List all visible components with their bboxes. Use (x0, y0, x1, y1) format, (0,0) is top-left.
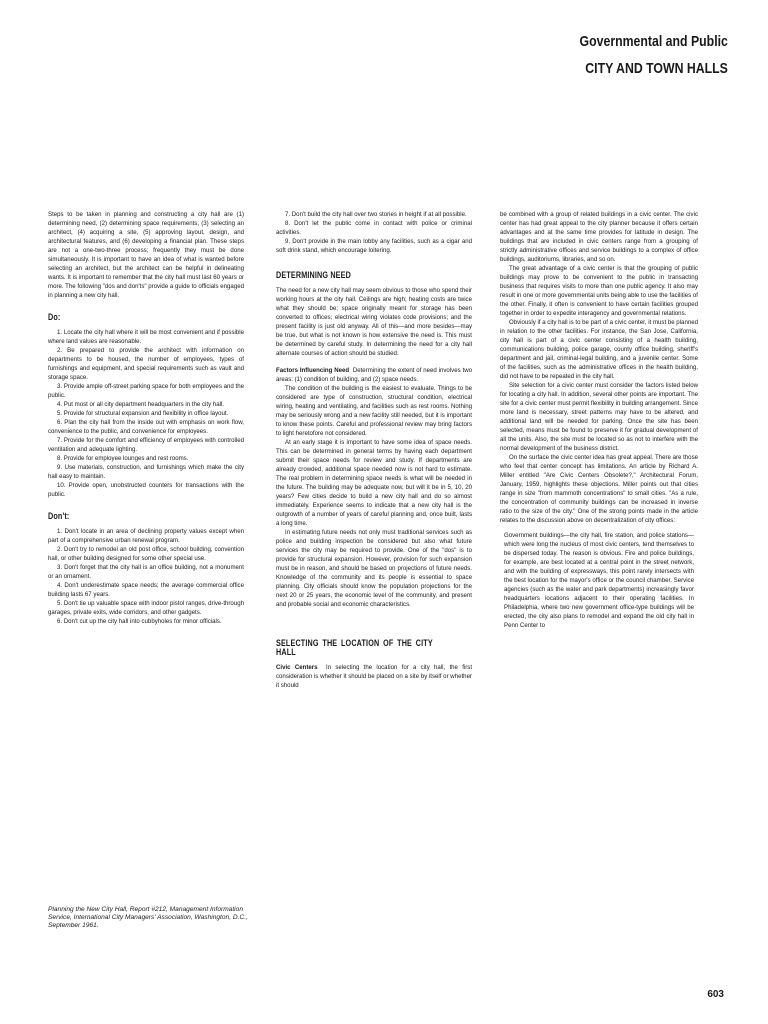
intro-paragraph: Steps to be taken in planning and constructing a city hall are (1) determining need, (2) determining space requirements, (3) selecting an architect, (4) acquiring a site, (5) approving layout, design, and architectural features, and (6) developing a financial plan. These steps are not a one-two-three process; frequently they must be done simultaneously. It is important to have an idea of what is wanted before selecting an architect, but the architect can be helpful in delineating wants. It is important to remember that the city hall must last 60 years or more. The following "dos and don'ts" provide a guide to officials engaged in planning a new city hall. (48, 211, 244, 299)
dont-list (48, 527, 244, 626)
list-item: 5. Don't tie up valuable space with indoor pistol ranges, drive-through garages, private exits, wide corridors, and other gadgets. (48, 600, 244, 616)
list-item: 9. Use materials, construction, and furnishings which make the city hall easy to maintain. (48, 464, 244, 480)
body-paragraph: Site selection for a civic center must consider the factors listed below for locating a city hall. In addition, several other points are important. The site for a civic center must permit flexibility in building arrangement. Since more land is necessary, street patterns may have to be altered, and additional land will be needed for parking. Once the site has been selected, means must be found to preserve it for gradual development of all the units. Also, the site must be located so as not to interfere with the normal development of the business district. (500, 382, 698, 452)
list-item: 7. Don't build the city hall over two stories in height if at all possible. (285, 211, 467, 218)
block-quote (500, 531, 698, 630)
body-paragraph: be combined with a group of related buildings in a civic center. The civic center has had great appeal to the city planner because it offers certain advantages and at the same time provides for latitude in design. The buildings that are included in civic centers range from a grouping of strictly administrative offices and service buildings to a complex of office buildings, auditoriums, libraries, and so on. (500, 211, 698, 263)
list-item: 10. Provide open, unobstructed counters for transactions with the public. (48, 482, 244, 498)
list-item: 1. Locate the city hall where it will be most convenient and if possible where land values are reasonable. (48, 329, 244, 345)
page-number: 603 (707, 989, 724, 1000)
column-3 (500, 210, 698, 630)
body-paragraph: At an early stage it is important to have some idea of space needs. This can be determined in general terms by having each department submit their space needs for review and study. If departments are already crowded, additional space needed now is not hard to estimate. The real problem in determining space needs is what will be needed in the future. The building may be adequate now, but will it be in 5, 10, 20 years? Few cities decide to build a new city hall and do so almost immediately. Experience seems to indicate that a new city hall is the outgrowth of a number of years of careful planning and, once built, lasts a long time. (276, 439, 472, 527)
body-text: Determining the extent of need involves two areas: (1) condition of building, and (2) space needs. (276, 367, 472, 383)
section-heading-determining-need: DETERMINING NEED (276, 270, 351, 280)
quote-text: Government buildings—the city hall, fire station, and police stations—which were long the nucleus of most civic centers, tend themselves to be dispersed today. The reason is obvious. Fire and police buildings, for example, are best located at a central point in the street network, and with the building of expressways, this point rarely intersects with the best location for the mayor's office or the council chamber. Service agencies (such as the water and park departments) increasingly favor headquarters locations adjacent to their operating facilities. In Philadelphia, where two new government office-type buildings will be erected, the city also plans to remodel and expand the old city hall in Penn Center to (504, 532, 694, 629)
section-heading-location: SELECTING THE LOCATION OF THE CITY HALL (276, 638, 433, 657)
body-paragraph: The great advantage of a civic center is that the grouping of public buildings may prove to be convenient to the public in transacting business that requires visits to more than one public agency. It also may result in one or more governmental units being able to use the facilities of the other. Finally, it often is convenient to have certain facilities grouped together in order to expedite interagency and governmental relations. (500, 265, 698, 317)
body-paragraph: The need for a new city hall may seem obvious to those who spend their working hours at the city hall. Ceilings are high; heating costs are twice what they should be; space originally meant for storage has been converted to offices; electrical wiring violates code provisions; and the present facility is just old anyway. All of this—and more besides—may be true, but what is not known is how extensive the need is. This must be determined by careful study. In determining the need for a city hall alternate courses of action should be studied. (276, 287, 472, 357)
list-item: 6. Plan the city hall from the inside out with emphasis on work flow, convenience to the public, and convenience for employees. (48, 419, 244, 435)
list-item: 8. Provide for employee lounges and rest rooms. (57, 455, 189, 462)
do-list (48, 328, 244, 499)
list-item: 2. Don't try to remodel an old post office, school building, convention hall, or other building designed for some other special use. (48, 546, 244, 562)
list-item: 3. Don't forget that the city hall is an office building, not a monument or an ornament. (48, 564, 244, 580)
page-title: CITY AND TOWN HALLS (585, 60, 728, 77)
list-item: 2. Be prepared to provide the architect with information on departments to be housed, the number of employees, types of furnishings and equipment, and special requirements such as vault and storage space. (48, 347, 244, 381)
list-item: 6. Don't cut up the city hall into cubbyholes for minor officials. (57, 618, 222, 625)
body-paragraph: Obviously if a city hall is to be part of a civic center, it must be planned in relation to the other facilities. For instance, the San Jose, California, city hall is part of a civic center consisting of a health building, communications building, police garage, county office building, sheriff's department and jail, criminal-legal building, and a juvenile center. Some of the facilities, such as the administrative offices in the health building, did not have to be repeated in the city hall. (500, 319, 698, 380)
section-category: Governmental and Public (579, 33, 728, 50)
list-item: 5. Provide for structural expansion and flexibility in office layout. (57, 410, 229, 417)
list-item: 8. Don't let the public come in contact with police or criminal activities. (276, 220, 472, 236)
column-2 (276, 210, 472, 690)
list-item: 3. Provide ample off-street parking space for both employees and the public. (48, 383, 244, 399)
body-text: In selecting the location for a city hall, the first consideration is whether it should be placed on a site by itself or whether it should (276, 664, 473, 689)
do-heading: Do: (48, 312, 61, 322)
dont-heading: Don't: (48, 511, 70, 521)
list-item: 9. Don't provide in the main lobby any facilities, such as a cigar and soft drink stand, which encourage loitering. (276, 238, 472, 254)
list-item: 4. Don't underestimate space needs; the average commercial office building lasts 67 years. (48, 582, 244, 598)
run-in-heading: Civic Centers (276, 664, 318, 671)
list-item: 7. Provide for the comfort and efficiency of employees with controlled ventilation and adequate lighting. (48, 437, 244, 453)
column-1 (48, 210, 244, 626)
body-paragraph: In estimating future needs not only must traditional services such as police and building inspection be considered but also what future services the city may be required to provide. One of the "dos" is to provide for structural expansion. However, provision for such expansion must be in reason, and should be based on projections of future needs. Knowledge of the community and its people is essential to space planning. City officials should know the population projections for the next 20 or 25 years, the economic level of the community, and present and probable social and economic characteristics. (276, 529, 472, 608)
list-item: 1. Don't locate in an area of declining property values except when part of a comprehensive urban renewal program. (48, 528, 244, 544)
list-item: 4. Put most or all city department headquarters in the city hall. (57, 401, 224, 408)
body-paragraph: The condition of the building is the easiest to evaluate. Things to be considered are type of construction, structural condition, electrical wiring, heating and ventilating, and facilities such as rest rooms. Nothing may be seriously wrong and a new facility still needed, but it is important to know these points. Careful and professional review may bring factors to light heretofore not considered. (276, 385, 472, 437)
source-note: Planning the New City Hall, Report #212, Management Information Service, International City Managers' Association, Washington, D.C., September 1961. (48, 906, 248, 929)
run-in-heading: Factors Influencing Need (276, 367, 350, 374)
factors-paragraph (276, 366, 472, 384)
body-paragraph: On the surface the civic center idea has great appeal. There are those who feel that center concept has limitations. An article by Richard A. Miller entitled "Are Civic Centers Obsolete?," Architectural Forum, January, 1959, highlights these objections. Miller points out that cities range in size "from mammoth concentrations" to small cities. "As a rule, the concentration of community buildings can be increased in inverse ratio to the size of the city." One of the strong points made in the article relates to the discussion above on decentralization of city offices: (500, 454, 698, 524)
civic-paragraph (276, 663, 472, 690)
